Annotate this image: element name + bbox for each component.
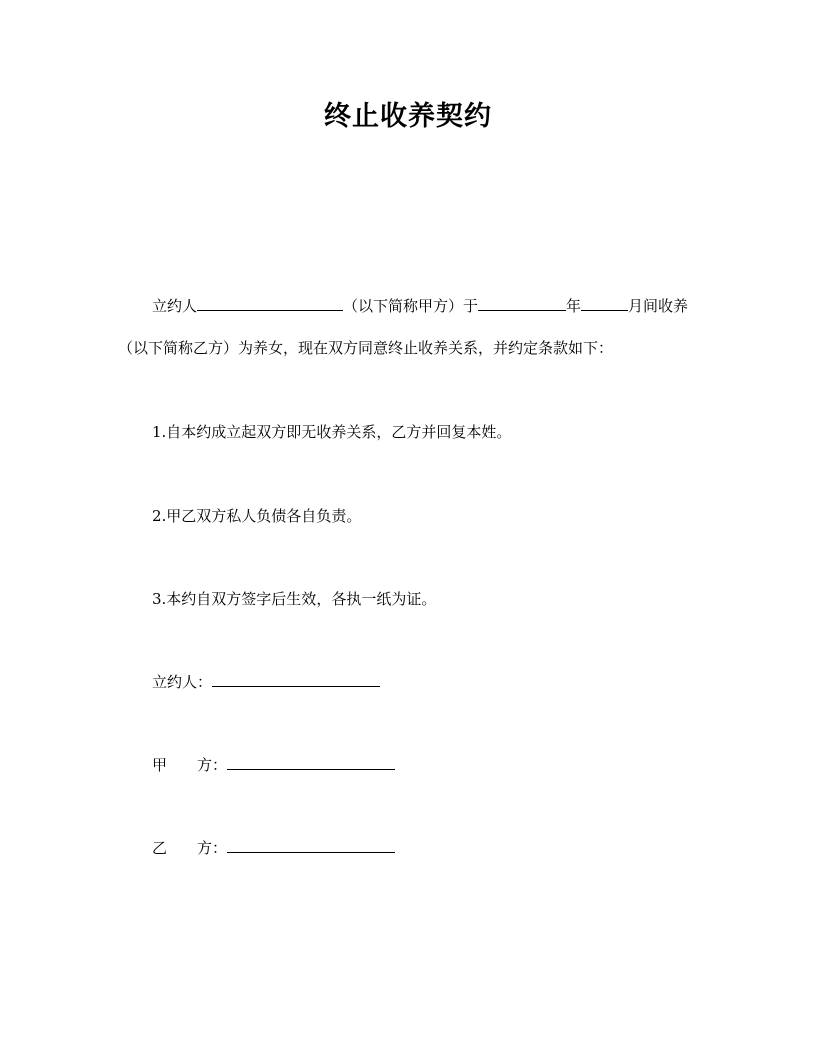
- signature-yi-row: [152, 838, 395, 858]
- month-blank[interactable]: [581, 296, 628, 311]
- clause-1: 1.自本约成立起双方即无收养关系，乙方并回复本姓。: [152, 423, 512, 441]
- year-blank[interactable]: [478, 296, 566, 311]
- clause-3: 3.本约自双方签字后生效，各执一纸为证。: [152, 590, 437, 608]
- preamble-jia-note: （以下简称甲方）于: [343, 297, 479, 315]
- signature-yi-line[interactable]: [227, 838, 395, 853]
- party-name-blank[interactable]: [197, 296, 343, 311]
- signature-party-label: 立约人：: [152, 673, 213, 691]
- preamble-party-label: 立约人: [152, 297, 198, 315]
- signature-party-line[interactable]: [212, 672, 380, 687]
- signature-jia-fang: 方：: [197, 756, 228, 774]
- preamble-line-2: （以下简称乙方）为养女，现在双方同意终止收养关系，并约定条款如下：: [118, 339, 614, 357]
- preamble-line-1: [152, 296, 688, 316]
- signature-yi-char: 乙: [152, 839, 168, 857]
- signature-jia-line[interactable]: [227, 755, 395, 770]
- signature-jia-row: [152, 755, 395, 775]
- preamble-year-label: 年: [566, 297, 582, 315]
- signature-yi-fang: 方：: [197, 839, 228, 857]
- signature-jia-char: 甲: [152, 756, 168, 774]
- signature-party-row: [152, 672, 380, 692]
- preamble-month-label: 月间收养: [628, 297, 689, 315]
- document-title: 终止收养契约: [324, 101, 492, 132]
- clause-2: 2.甲乙双方私人负债各自负责。: [152, 507, 362, 525]
